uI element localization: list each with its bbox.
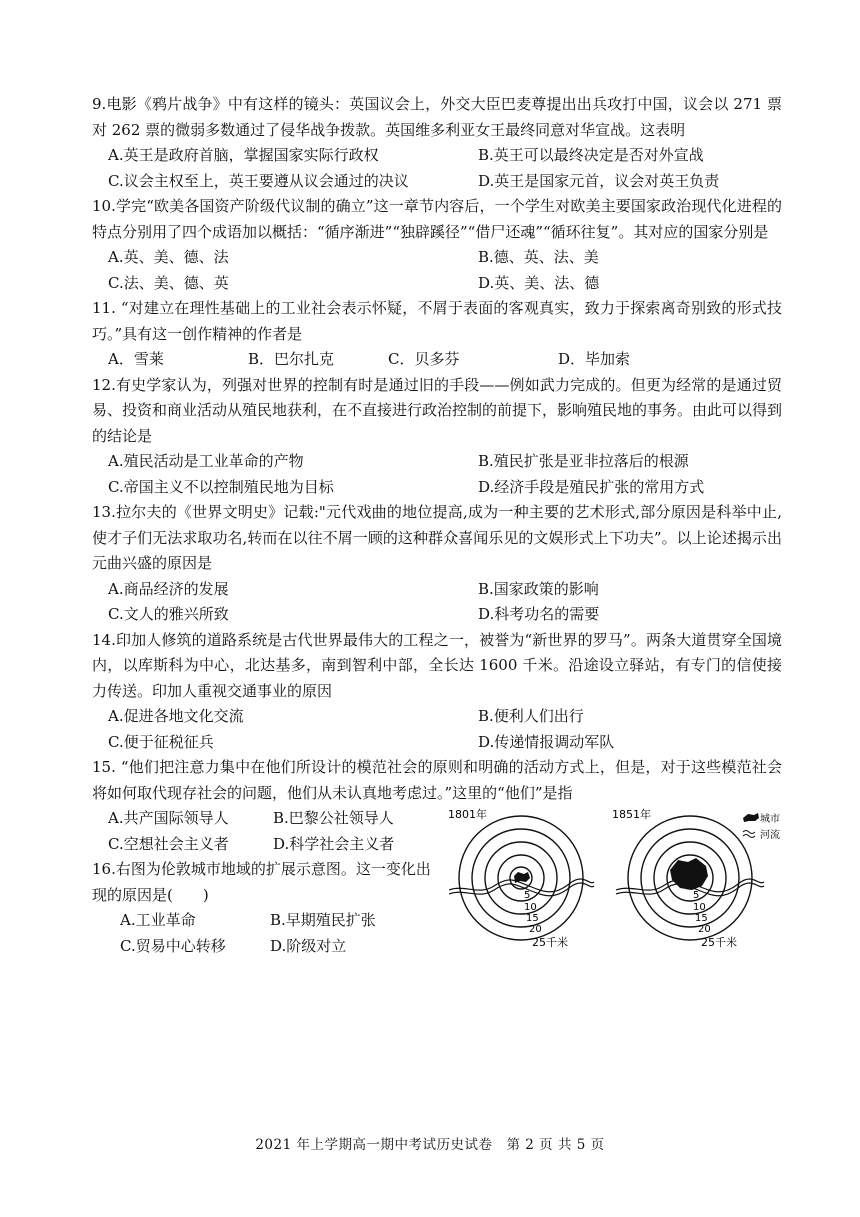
option-b: B.巴黎公社领导人 (273, 809, 394, 827)
option-c: C.法、美、德、英 (108, 273, 229, 292)
ring-label-25: 25千米 (701, 936, 737, 949)
option-b: B.早期殖民扩张 (270, 911, 376, 929)
question-stem: 9.电影《鸦片战争》中有这样的镜头：英国议会上，外交大臣巴麦尊提出出兵攻打中国，议会以 271 票对 262 票的微弱多数通过了侵华战争拨款。英国维多利亚女王最终同意对华宣战。这表明 (92, 95, 782, 139)
question-15-options (92, 806, 448, 857)
ring-label-15: 15 (695, 913, 708, 924)
option-d: D.英王是国家元首，议会对英王负责 (478, 171, 720, 190)
option-a: A.促进各地文化交流 (108, 707, 244, 725)
option-b: B.德、英、法、美 (478, 248, 599, 266)
option-b: B．巴尔扎克 (248, 350, 335, 368)
question-11 (92, 296, 782, 373)
page-footer: 2021 年上学期高一期中考试历史试卷 第 2 页 共 5 页 (255, 1137, 605, 1153)
ring-label-5: 5 (693, 890, 700, 901)
option-c: C.文人的雅兴所致 (108, 605, 229, 623)
option-c: C.贸易中心转移 (120, 936, 226, 955)
option-d: D.经济手段是殖民扩张的常用方式 (478, 477, 705, 496)
ring-label-15: 15 (526, 913, 539, 924)
question-stem: 16.右图为伦敦城市地域的扩展示意图。这一变化出现的原因是( ) (92, 860, 431, 904)
diagram-1851 (612, 807, 764, 949)
options (92, 704, 782, 755)
question-stem: 12.有史学家认为，列强对世界的控制有时是通过旧的手段——例如武力完成的。但更为经常的是通过贸易、投资和商业活动从殖民地获利，在不直接进行政治控制的前提下，影响殖民地的事务。由此可以得到的结论是 (92, 375, 783, 445)
option-d: D.传递情报调动军队 (478, 732, 615, 751)
ring-label-20: 20 (529, 924, 542, 935)
option-c: C.议会主权至上，英王要遵从议会通过的决议 (108, 171, 409, 190)
river-legend-icon (743, 835, 755, 838)
option-b: B.便利人们出行 (478, 707, 584, 725)
year-label-1851: 1851年 (612, 808, 651, 821)
options (92, 908, 437, 959)
option-b: B.国家政策的影响 (478, 579, 599, 598)
question-14 (92, 628, 782, 756)
options (92, 577, 782, 628)
option-a: A.英王是政府首脑，掌握国家实际行政权 (108, 146, 379, 164)
question-12 (92, 373, 782, 501)
city-area (514, 872, 530, 883)
city-area (670, 858, 708, 890)
options (92, 449, 782, 500)
options (92, 245, 782, 296)
question-stem: 14.印加人修筑的道路系统是古代世界最伟大的工程之一，被誉为“新世界的罗马”。两条大道贯穿全国境内，以库斯科为中心，北达基多，南到智利中部，全长达 1600 千米。沿途设立驿站，有专门的信使接力传送。印加人重视交通事业的原因 (92, 630, 782, 700)
year-label-1801: 1801年 (448, 808, 487, 821)
river-legend-icon (743, 831, 755, 834)
london-expansion-figure (444, 800, 784, 950)
option-c: C.帝国主义不以控制殖民地为目标 (108, 477, 334, 496)
exam-page (92, 92, 782, 976)
legend (743, 812, 780, 841)
question-stem: 11. “对建立在理性基础上的工业社会表示怀疑，不屑于表面的客观真实，致力于探索离奇别致的形式技巧。”具有这一创作精神的作者是 (92, 299, 782, 343)
legend-city-label: 城市 (760, 814, 780, 825)
diagram-1801 (448, 807, 594, 949)
option-a: A.殖民活动是工业革命的产物 (108, 452, 304, 470)
question-stem: 10.学完“欧美各国资产阶级代议制的确立”这一章节内容后，一个学生对欧美主要国家政治现代化进程的特点分别用了四个成语加以概括：“循序渐进”“独辟蹊径”“借尸还魂”“循环往复”。其对应的国家分别是 (92, 197, 782, 241)
option-c: C.便于征税征兵 (108, 732, 214, 751)
option-d: D.科学社会主义者 (273, 834, 395, 853)
option-c: C．贝多芬 (388, 350, 460, 368)
question-stem: 15. “他们把注意力集中在他们所设计的模范社会的原则和明确的活动方式上，但是，对于这些模范社会将如何取代现存社会的问题，他们从未认真地考虑过。”这里的“他们”是指 (92, 758, 782, 802)
options (92, 143, 782, 194)
question-15 (92, 755, 782, 806)
option-a: A.英、美、德、法 (108, 248, 229, 266)
options (92, 347, 782, 373)
option-a: A．雪莱 (108, 350, 164, 368)
option-d: D.阶级对立 (270, 936, 347, 955)
ring-label-20: 20 (698, 924, 711, 935)
option-c: C.空想社会主义者 (108, 834, 229, 853)
option-a: A.工业革命 (120, 911, 196, 929)
option-b: B.英王可以最终决定是否对外宣战 (478, 146, 704, 164)
question-10 (92, 194, 782, 296)
option-d: D．毕加索 (558, 350, 631, 368)
ring-label-5: 5 (524, 890, 531, 901)
ring-label-25: 25千米 (532, 936, 568, 949)
question-9 (92, 92, 782, 194)
city-legend-icon (743, 813, 759, 822)
question-stem: 13.拉尔夫的《世界文明史》记载:"元代戏曲的地位提高,成为一种主要的艺术形式,部分原因是科举中止,使才子们无法求取功名,转而在以往不屑一顾的这种群众喜闻乐见的文娱形式上下功夫”。以上论述揭示出元曲兴盛的原因是 (92, 503, 782, 572)
question-13 (92, 500, 782, 628)
option-a: A.商品经济的发展 (108, 579, 229, 598)
legend-river-label: 河流 (760, 830, 780, 841)
question-16-block (92, 806, 782, 976)
option-d: D.科考功名的需要 (478, 605, 600, 623)
ring-label-10: 10 (524, 902, 537, 913)
option-a: A.共产国际领导人 (108, 809, 229, 827)
option-b: B.殖民扩张是亚非拉落后的根源 (478, 452, 689, 470)
ring-label-10: 10 (693, 902, 706, 913)
option-d: D.英、美、法、德 (478, 273, 600, 292)
question-16 (92, 857, 437, 959)
